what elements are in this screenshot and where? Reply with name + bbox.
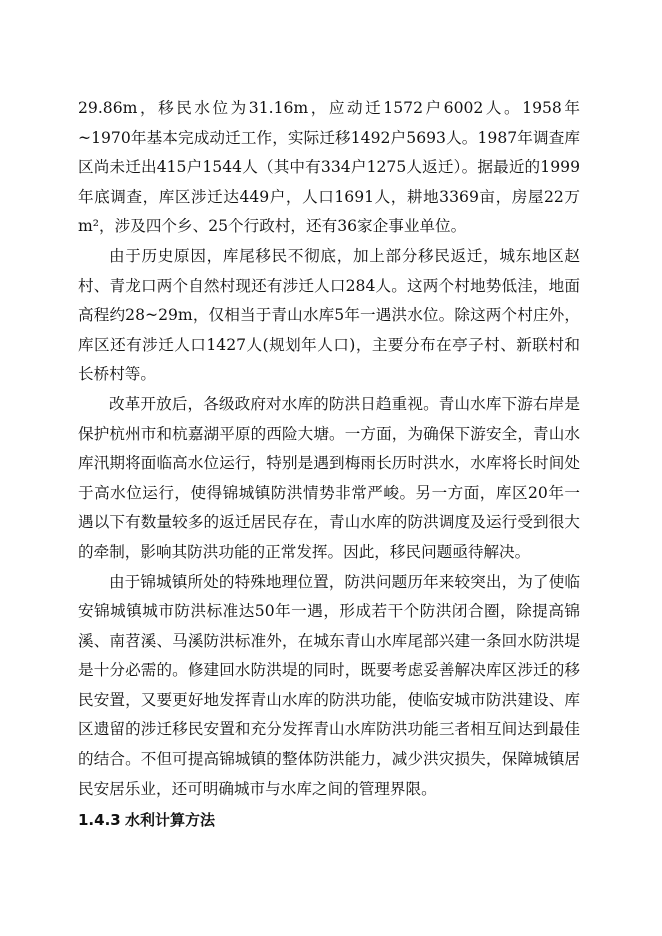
document-body xyxy=(78,94,580,834)
paragraph-resettlement-statistics: 29.86m，移民水位为31.16m，应动迁1572户6002人。1958年~1970年基本完成动迁工作，实际迁移1492户5693人。1987年调查库区尚未迁出415户1544人（其中有334户1275人返迁）。据最近的1999年底调查，库区涉迁达449户，人口1691人，耕地3369亩，房屋22万m²，涉及四个乡、25个行政村，还有36家企事业单位。 xyxy=(78,99,580,236)
section-heading xyxy=(78,806,580,834)
paragraph-backwater-levee: 由于锦城镇所处的特殊地理位置，防洪问题历年来较突出，为了使临安锦城镇城市防洪标准达50年一遇，形成若干个防洪闭合圈，除提高锦溪、南苕溪、马溪防洪标准外，在城东青山水库尾部兴建一条回水防洪堤是十分必需的。修建回水防洪堤的同时，既要考虑妥善解决库区涉迁的移民安置，又要更好地发挥青山水库的防洪功能，使临安城市防洪建设、库区遗留的涉迁移民安置和充分发挥青山水库防洪功能三者相互间达到最佳的结合。不但可提高锦城镇的整体防洪能力，减少洪灾损失，保障城镇居民安居乐业，还可明确城市与水库之间的管理界限。 xyxy=(78,572,580,798)
section-number: 1.4.3 xyxy=(78,811,121,830)
paragraph-historical-reasons: 由于历史原因，库尾移民不彻底，加上部分移民返迁，城东地区赵村、青龙口两个自然村现还有涉迁人口284人。这两个村地势低洼，地面高程约28~29m，仅相当于青山水库5年一遇洪水位。除这两个村庄外，库区还有涉迁人口1427人(规划年人口)，主要分布在亭子村、新联村和长桥村等。 xyxy=(78,246,580,384)
section-title: 水利计算方法 xyxy=(125,811,216,830)
paragraph-flood-control-situation: 改革开放后，各级政府对水库的防洪日趋重视。青山水库下游右岸是保护杭州市和杭嘉湖平原的西险大塘。一方面，为确保下游安全，青山水库汛期将面临高水位运行，特别是遇到梅雨长历时洪水，水库将长时间处于高水位运行，使得锦城镇防洪情势非常严峻。另一方面，库区20年一遇以下有数量较多的返迁居民存在，青山水库的防洪调度及运行受到很大的牵制，影响其防洪功能的正常发挥。因此，移民问题亟待解决。 xyxy=(78,394,580,561)
